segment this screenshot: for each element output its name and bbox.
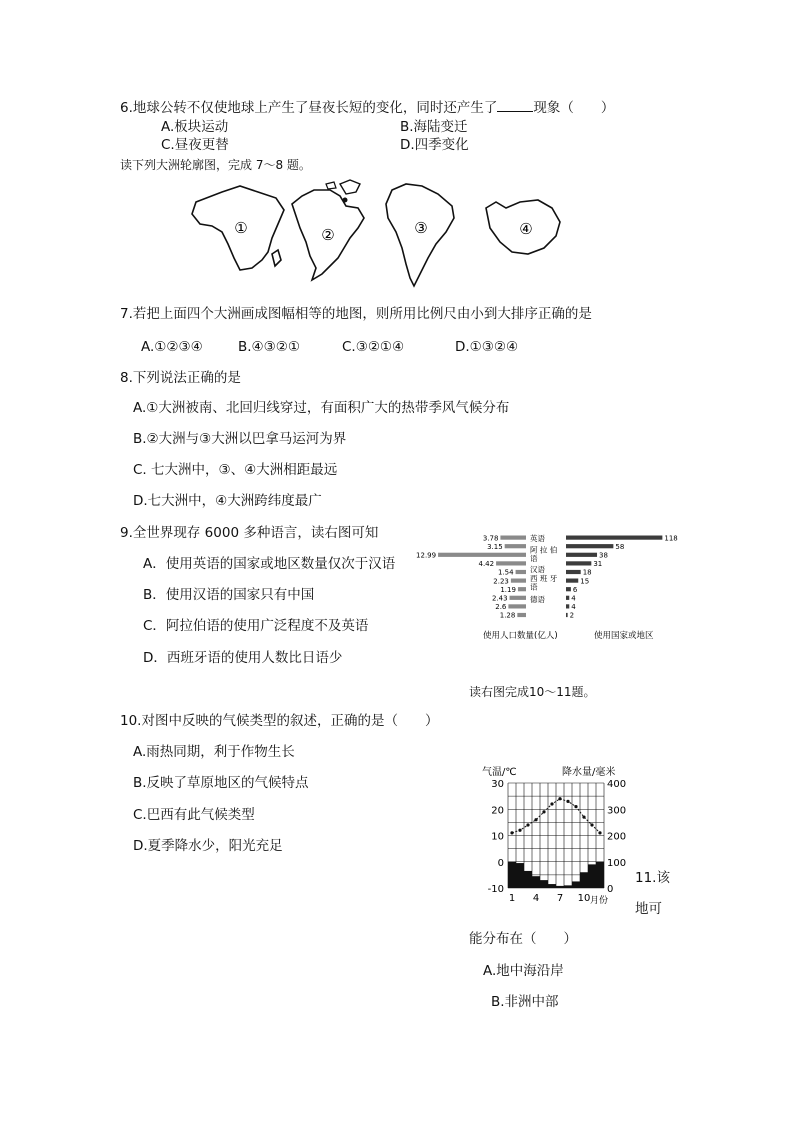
- population-value: 3.15: [487, 542, 503, 551]
- temperature-point: [534, 818, 537, 821]
- continent-label-3: ③: [414, 219, 428, 237]
- temperature-tick: 10: [491, 831, 504, 843]
- q8-option-b: B.②大洲与③大洲以巴拿马运河为界: [133, 431, 347, 447]
- temperature-tick: 30: [491, 779, 504, 790]
- q8-option-d: D.七大洲中，④大洲跨纬度最广: [133, 493, 322, 509]
- q11-stem-part2: 地可: [635, 901, 662, 917]
- language-label: 语: [530, 554, 538, 564]
- precipitation-bar: [588, 864, 596, 888]
- population-bar: [438, 553, 526, 557]
- precipitation-tick: 400: [607, 779, 627, 790]
- country-bars: [566, 534, 678, 619]
- q6-option-d: D.四季变化: [400, 137, 469, 153]
- temperature-point: [510, 831, 513, 834]
- country-bar: [566, 536, 662, 540]
- q7-stem: 7.若把上面四个大洲画成图幅相等的地图，则所用比例尺由小到大排序正确的是: [120, 306, 592, 322]
- precipitation-bar: [516, 863, 524, 888]
- chart-intro: 读右图完成10～11题。: [469, 685, 596, 699]
- temperature-tick: 0: [497, 857, 504, 869]
- temperature-point: [582, 816, 585, 819]
- country-bar: [566, 561, 591, 565]
- q7-option-b: B.④③②①: [238, 339, 300, 355]
- country-value: 58: [615, 542, 625, 551]
- temperature-point: [574, 805, 577, 808]
- language-label: 汉语: [530, 564, 545, 574]
- precipitation-tick: 0: [607, 884, 614, 895]
- q9-option-b: B．使用汉语的国家只有中国: [143, 587, 315, 603]
- q6-option-b: B.海陆变迁: [400, 119, 468, 135]
- temperature-point: [558, 797, 561, 800]
- month-tick: 1: [508, 893, 516, 904]
- precipitation-bar: [548, 884, 556, 888]
- right-axis-label: 使用国家或地区: [594, 631, 654, 641]
- population-bars: [416, 534, 526, 619]
- country-bar: [566, 596, 569, 600]
- temperature-point: [598, 831, 601, 834]
- country-value: 18: [582, 568, 592, 577]
- month-tick: 10: [577, 893, 591, 904]
- continent-label-1: ①: [234, 219, 248, 237]
- population-value: 4.42: [478, 560, 495, 569]
- arctic-islands-outline: [326, 182, 336, 189]
- left-axis-label: 使用人口数量(亿人): [483, 631, 558, 641]
- precipitation-bar: [564, 885, 572, 888]
- language-label: 英语: [530, 534, 545, 543]
- country-value: 4: [571, 594, 576, 603]
- precipitation-bar: [556, 886, 564, 888]
- precipitation-bar: [524, 871, 532, 888]
- population-bar: [500, 536, 526, 540]
- q11-option-a: A.地中海沿岸: [483, 963, 564, 979]
- population-bar: [505, 544, 526, 548]
- population-bar: [496, 561, 526, 565]
- population-value: 1.54: [497, 568, 514, 577]
- month-tick: 4: [532, 893, 540, 904]
- temperature-axis-label: 气温/℃: [482, 767, 517, 778]
- temperature-tick: 20: [491, 805, 504, 817]
- precipitation-bar: [508, 862, 516, 888]
- island-dot: [343, 198, 348, 203]
- population-value: 1.28: [499, 611, 516, 620]
- population-bar: [510, 596, 526, 600]
- population-value: 2.23: [493, 577, 509, 586]
- q8-option-c: C. 七大洲中，③、④大洲相距最远: [133, 462, 338, 478]
- greenland-outline: [340, 180, 360, 194]
- continent-outlines: [0, 178, 794, 298]
- temperature-point: [518, 829, 521, 832]
- language-labels: [530, 533, 558, 604]
- country-bar: [566, 544, 613, 548]
- precipitation-bar: [532, 876, 540, 888]
- language-label: 西 班 牙: [530, 573, 558, 583]
- population-value: 2.6: [495, 603, 507, 612]
- population-bar: [508, 604, 526, 608]
- population-bar: [518, 587, 526, 591]
- country-value: 15: [580, 577, 590, 586]
- q8-stem: 8.下列说法正确的是: [120, 370, 241, 386]
- population-value: 2.43: [491, 594, 508, 603]
- language-label: 语: [530, 582, 538, 592]
- q9-stem: 9.全世界现存 6000 多种语言，读右图可知: [120, 525, 379, 541]
- q9-option-a: A．使用英语的国家或地区数量仅次于汉语: [143, 556, 396, 572]
- answer-blank[interactable]: [497, 99, 533, 112]
- q7-option-a: A.①②③④: [141, 339, 203, 355]
- population-value: 3.78: [482, 534, 499, 543]
- country-value: 31: [593, 560, 603, 569]
- language-label: 阿 拉 伯: [530, 545, 558, 555]
- continent-label-4: ④: [519, 220, 533, 238]
- precipitation-tick: 100: [607, 857, 627, 869]
- population-value: 12.99: [416, 551, 437, 560]
- q10-option-a: A.雨热同期，利于作物生长: [133, 744, 295, 760]
- country-bar: [566, 579, 578, 583]
- population-bar: [511, 579, 526, 583]
- continents-intro: 读下列大洲轮廓图，完成 7～8 题。: [120, 158, 311, 172]
- country-bar: [566, 553, 597, 557]
- country-value: 6: [572, 585, 578, 594]
- q10-option-c: C.巴西有此气候类型: [133, 807, 255, 823]
- q8-option-a: A.①大洲被南、北回归线穿过，有面积广大的热带季风气候分布: [133, 400, 510, 416]
- q9-option-d: D．西班牙语的使用人数比日语少: [143, 650, 343, 666]
- precipitation-tick: 200: [607, 831, 627, 843]
- temperature-tick: -10: [487, 884, 504, 895]
- language-chart: [416, 530, 678, 650]
- population-bar: [517, 613, 526, 617]
- language-label: 德语: [530, 595, 545, 605]
- q6-stem: 6.地球公转不仅使地球上产生了昼夜长短的变化，同时还产生了 现象（ ）: [120, 100, 615, 116]
- country-bar: [566, 570, 581, 574]
- temperature-point: [550, 802, 553, 805]
- temperature-point: [526, 823, 529, 826]
- precipitation-axis-label: 降水量/毫米: [562, 767, 616, 778]
- population-value: 1.19: [500, 585, 516, 594]
- precipitation-bar: [580, 872, 588, 888]
- q10-stem: 10.对图中反映的气候类型的叙述，正确的是（ ）: [120, 713, 439, 729]
- precipitation-tick: 300: [607, 805, 627, 817]
- temperature-point: [566, 800, 569, 803]
- q7-option-d: D.①③②④: [455, 339, 519, 355]
- country-value: 4: [571, 603, 576, 612]
- country-value: 2: [569, 611, 575, 620]
- q6-option-a: A.板块运动: [161, 119, 229, 135]
- x-axis-label: 月份: [590, 896, 609, 906]
- q10-option-b: B.反映了草原地区的气候特点: [133, 775, 309, 791]
- month-tick: 7: [556, 893, 564, 904]
- q7-option-c: C.③②①④: [342, 339, 405, 355]
- country-bar: [566, 604, 569, 608]
- q10-option-d: D.夏季降水少，阳光充足: [133, 838, 283, 854]
- climate-chart: [470, 763, 640, 908]
- q9-option-c: C．阿拉伯语的使用广泛程度不及英语: [143, 618, 369, 634]
- q11-stem-part3: 能分布在（ ）: [469, 931, 577, 947]
- q11-option-b: B.非洲中部: [491, 994, 559, 1010]
- temperature-point: [542, 810, 545, 813]
- country-bar: [566, 587, 571, 591]
- country-value: 118: [664, 534, 678, 543]
- temperature-point: [590, 823, 593, 826]
- q6-option-c: C.昼夜更替: [161, 137, 229, 153]
- country-value: 38: [599, 551, 608, 560]
- population-bar: [516, 570, 526, 574]
- precipitation-bar: [572, 881, 580, 888]
- precipitation-bar: [596, 862, 604, 888]
- country-bar: [566, 613, 568, 617]
- q11-stem-part1: 11.该: [635, 870, 670, 886]
- continent-label-2: ②: [321, 226, 335, 244]
- precipitation-bar: [540, 880, 548, 888]
